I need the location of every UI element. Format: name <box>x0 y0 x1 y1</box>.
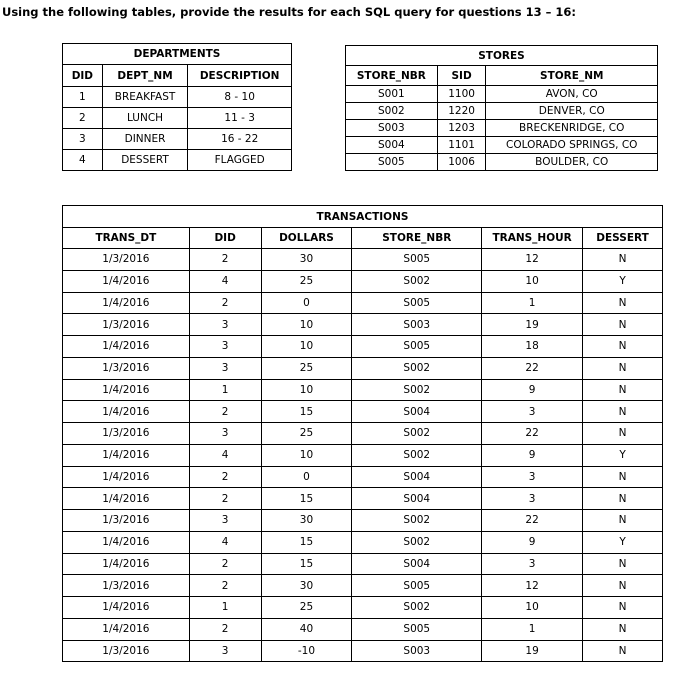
table-cell: 3 <box>189 423 261 445</box>
table-cell: 30 <box>261 510 352 532</box>
table-cell: 2 <box>189 553 261 575</box>
table-cell: 0 <box>261 292 352 314</box>
table-cell: 1 <box>63 87 103 108</box>
table-cell: 25 <box>261 357 352 379</box>
table-row <box>346 120 658 137</box>
table-cell: 1/4/2016 <box>63 401 190 423</box>
table-cell: 19 <box>482 640 583 662</box>
table-cell: 1/4/2016 <box>63 292 190 314</box>
table-cell: 12 <box>482 249 583 271</box>
table-row <box>63 444 663 466</box>
table-cell: S005 <box>346 154 438 171</box>
table-cell: 1/4/2016 <box>63 618 190 640</box>
table-cell: 10 <box>261 379 352 401</box>
table-cell: S004 <box>346 137 438 154</box>
table-cell: 1/3/2016 <box>63 314 190 336</box>
table-cell: 25 <box>261 423 352 445</box>
table-cell: 10 <box>261 336 352 358</box>
table-cell: S002 <box>346 103 438 120</box>
table-cell: N <box>583 379 663 401</box>
table-cell: N <box>583 423 663 445</box>
table-cell: 10 <box>482 270 583 292</box>
table-cell: LUNCH <box>102 108 188 129</box>
table-cell: S004 <box>352 488 482 510</box>
table-cell: 4 <box>189 444 261 466</box>
table-cell: 1 <box>189 379 261 401</box>
table-cell: 1 <box>482 292 583 314</box>
table-cell: Y <box>583 270 663 292</box>
table-cell: 2 <box>189 488 261 510</box>
table-cell: 1100 <box>437 86 486 103</box>
table-cell: N <box>583 597 663 619</box>
table-cell: 2 <box>189 401 261 423</box>
table-cell: 19 <box>482 314 583 336</box>
table-row <box>63 466 663 488</box>
table-cell: S005 <box>352 575 482 597</box>
table-cell: 1 <box>482 618 583 640</box>
departments-header-row <box>63 65 292 87</box>
table-row <box>63 575 663 597</box>
table-cell: 3 <box>482 553 583 575</box>
table-row <box>63 249 663 271</box>
table-cell: BOULDER, CO <box>486 154 658 171</box>
column-header: TRANS_DT <box>63 228 190 249</box>
table-row <box>63 618 663 640</box>
table-row <box>63 553 663 575</box>
table-cell: 4 <box>189 270 261 292</box>
table-cell: 15 <box>261 488 352 510</box>
table-cell: 10 <box>261 314 352 336</box>
table-cell: 3 <box>189 640 261 662</box>
table-cell: 3 <box>189 510 261 532</box>
stores-header-row <box>346 66 658 86</box>
table-row <box>63 129 292 150</box>
table-row <box>346 103 658 120</box>
table-cell: 1101 <box>437 137 486 154</box>
table-cell: S001 <box>346 86 438 103</box>
table-row <box>346 86 658 103</box>
column-header: STORE_NM <box>486 66 658 86</box>
table-cell: S002 <box>352 531 482 553</box>
table-cell: 2 <box>189 466 261 488</box>
stores-title: STORES <box>346 46 658 66</box>
table-cell: S002 <box>352 597 482 619</box>
table-cell: 22 <box>482 510 583 532</box>
table-cell: N <box>583 292 663 314</box>
table-cell: Y <box>583 531 663 553</box>
table-cell: N <box>583 618 663 640</box>
table-row <box>63 531 663 553</box>
table-cell: N <box>583 553 663 575</box>
table-row <box>63 401 663 423</box>
table-cell: 1/3/2016 <box>63 357 190 379</box>
table-cell: S002 <box>352 510 482 532</box>
table-cell: 1220 <box>437 103 486 120</box>
table-cell: 10 <box>482 597 583 619</box>
table-cell: 18 <box>482 336 583 358</box>
table-cell: DINNER <box>102 129 188 150</box>
table-cell: 3 <box>189 336 261 358</box>
table-cell: 1/3/2016 <box>63 640 190 662</box>
table-cell: N <box>583 488 663 510</box>
table-cell: 9 <box>482 444 583 466</box>
table-cell: COLORADO SPRINGS, CO <box>486 137 658 154</box>
column-header: DESSERT <box>583 228 663 249</box>
table-cell: 1/4/2016 <box>63 553 190 575</box>
table-cell: 1/3/2016 <box>63 575 190 597</box>
table-cell: S002 <box>352 270 482 292</box>
table-cell: 16 - 22 <box>188 129 292 150</box>
transactions-title: TRANSACTIONS <box>63 206 663 228</box>
table-cell: N <box>583 401 663 423</box>
table-cell: 2 <box>189 249 261 271</box>
table-row <box>63 488 663 510</box>
column-header: DID <box>63 65 103 87</box>
table-cell: N <box>583 249 663 271</box>
table-cell: 1/3/2016 <box>63 510 190 532</box>
table-cell: N <box>583 357 663 379</box>
table-cell: 0 <box>261 466 352 488</box>
table-cell: BRECKENRIDGE, CO <box>486 120 658 137</box>
table-cell: S005 <box>352 292 482 314</box>
table-cell: -10 <box>261 640 352 662</box>
table-cell: 3 <box>189 357 261 379</box>
column-header: DOLLARS <box>261 228 352 249</box>
table-cell: 9 <box>482 379 583 401</box>
table-row <box>63 270 663 292</box>
table-row <box>63 108 292 129</box>
transactions-header-row <box>63 228 663 249</box>
table-cell: 3 <box>482 466 583 488</box>
column-header: DID <box>189 228 261 249</box>
column-header: STORE_NBR <box>346 66 438 86</box>
table-cell: S005 <box>352 249 482 271</box>
table-cell: 11 - 3 <box>188 108 292 129</box>
departments-title: DEPARTMENTS <box>63 44 292 65</box>
column-header: DEPT_NM <box>102 65 188 87</box>
table-cell: FLAGGED <box>188 150 292 171</box>
table-row <box>63 87 292 108</box>
table-cell: 4 <box>63 150 103 171</box>
table-cell: 2 <box>63 108 103 129</box>
table-cell: AVON, CO <box>486 86 658 103</box>
table-cell: S003 <box>352 640 482 662</box>
table-cell: DESSERT <box>102 150 188 171</box>
table-row <box>63 640 663 662</box>
table-cell: S004 <box>352 553 482 575</box>
table-cell: 2 <box>189 618 261 640</box>
table-cell: 22 <box>482 357 583 379</box>
table-row <box>63 379 663 401</box>
table-cell: 1/4/2016 <box>63 336 190 358</box>
column-header: TRANS_HOUR <box>482 228 583 249</box>
table-cell: N <box>583 314 663 336</box>
table-cell: 1/4/2016 <box>63 444 190 466</box>
table-row <box>346 154 658 171</box>
table-cell: 25 <box>261 270 352 292</box>
table-cell: N <box>583 575 663 597</box>
table-row <box>63 336 663 358</box>
table-row <box>63 292 663 314</box>
table-cell: 30 <box>261 249 352 271</box>
table-cell: 2 <box>189 292 261 314</box>
table-row <box>63 314 663 336</box>
table-cell: 12 <box>482 575 583 597</box>
table-cell: 15 <box>261 553 352 575</box>
table-cell: 15 <box>261 401 352 423</box>
departments-body <box>63 87 292 171</box>
table-cell: N <box>583 336 663 358</box>
table-row <box>63 150 292 171</box>
table-cell: 15 <box>261 531 352 553</box>
table-cell: S005 <box>352 336 482 358</box>
table-cell: N <box>583 640 663 662</box>
departments-table <box>62 43 292 171</box>
table-cell: 1/4/2016 <box>63 488 190 510</box>
table-cell: N <box>583 466 663 488</box>
table-cell: 1006 <box>437 154 486 171</box>
table-cell: 1/3/2016 <box>63 249 190 271</box>
column-header: DESCRIPTION <box>188 65 292 87</box>
table-row <box>63 423 663 445</box>
table-cell: 1/4/2016 <box>63 531 190 553</box>
table-cell: 1/4/2016 <box>63 466 190 488</box>
table-cell: S005 <box>352 618 482 640</box>
table-cell: 1203 <box>437 120 486 137</box>
table-cell: 4 <box>189 531 261 553</box>
table-cell: 30 <box>261 575 352 597</box>
table-row <box>63 597 663 619</box>
table-cell: S003 <box>352 314 482 336</box>
table-cell: S003 <box>346 120 438 137</box>
table-cell: S002 <box>352 357 482 379</box>
table-cell: 10 <box>261 444 352 466</box>
table-cell: 22 <box>482 423 583 445</box>
column-header: STORE_NBR <box>352 228 482 249</box>
table-cell: 1/4/2016 <box>63 270 190 292</box>
table-cell: Y <box>583 444 663 466</box>
table-cell: 1/4/2016 <box>63 379 190 401</box>
table-cell: BREAKFAST <box>102 87 188 108</box>
table-cell: S004 <box>352 401 482 423</box>
table-cell: S002 <box>352 444 482 466</box>
table-cell: 40 <box>261 618 352 640</box>
table-cell: 1/4/2016 <box>63 597 190 619</box>
table-cell: 1/3/2016 <box>63 423 190 445</box>
table-cell: 3 <box>63 129 103 150</box>
stores-table <box>345 45 658 171</box>
table-cell: 8 - 10 <box>188 87 292 108</box>
table-cell: 25 <box>261 597 352 619</box>
table-row <box>63 357 663 379</box>
stores-body <box>346 86 658 171</box>
table-cell: 1 <box>189 597 261 619</box>
table-row <box>346 137 658 154</box>
table-cell: N <box>583 510 663 532</box>
table-cell: S004 <box>352 466 482 488</box>
transactions-body <box>63 249 663 662</box>
table-cell: 9 <box>482 531 583 553</box>
table-cell: DENVER, CO <box>486 103 658 120</box>
table-cell: S002 <box>352 379 482 401</box>
table-row <box>63 510 663 532</box>
transactions-table <box>62 205 663 662</box>
table-cell: 3 <box>482 488 583 510</box>
table-cell: 3 <box>189 314 261 336</box>
table-cell: S002 <box>352 423 482 445</box>
page-heading: Using the following tables, provide the results for each SQL query for questions 13 – 16: <box>2 5 577 19</box>
column-header: SID <box>437 66 486 86</box>
table-cell: 3 <box>482 401 583 423</box>
table-cell: 2 <box>189 575 261 597</box>
